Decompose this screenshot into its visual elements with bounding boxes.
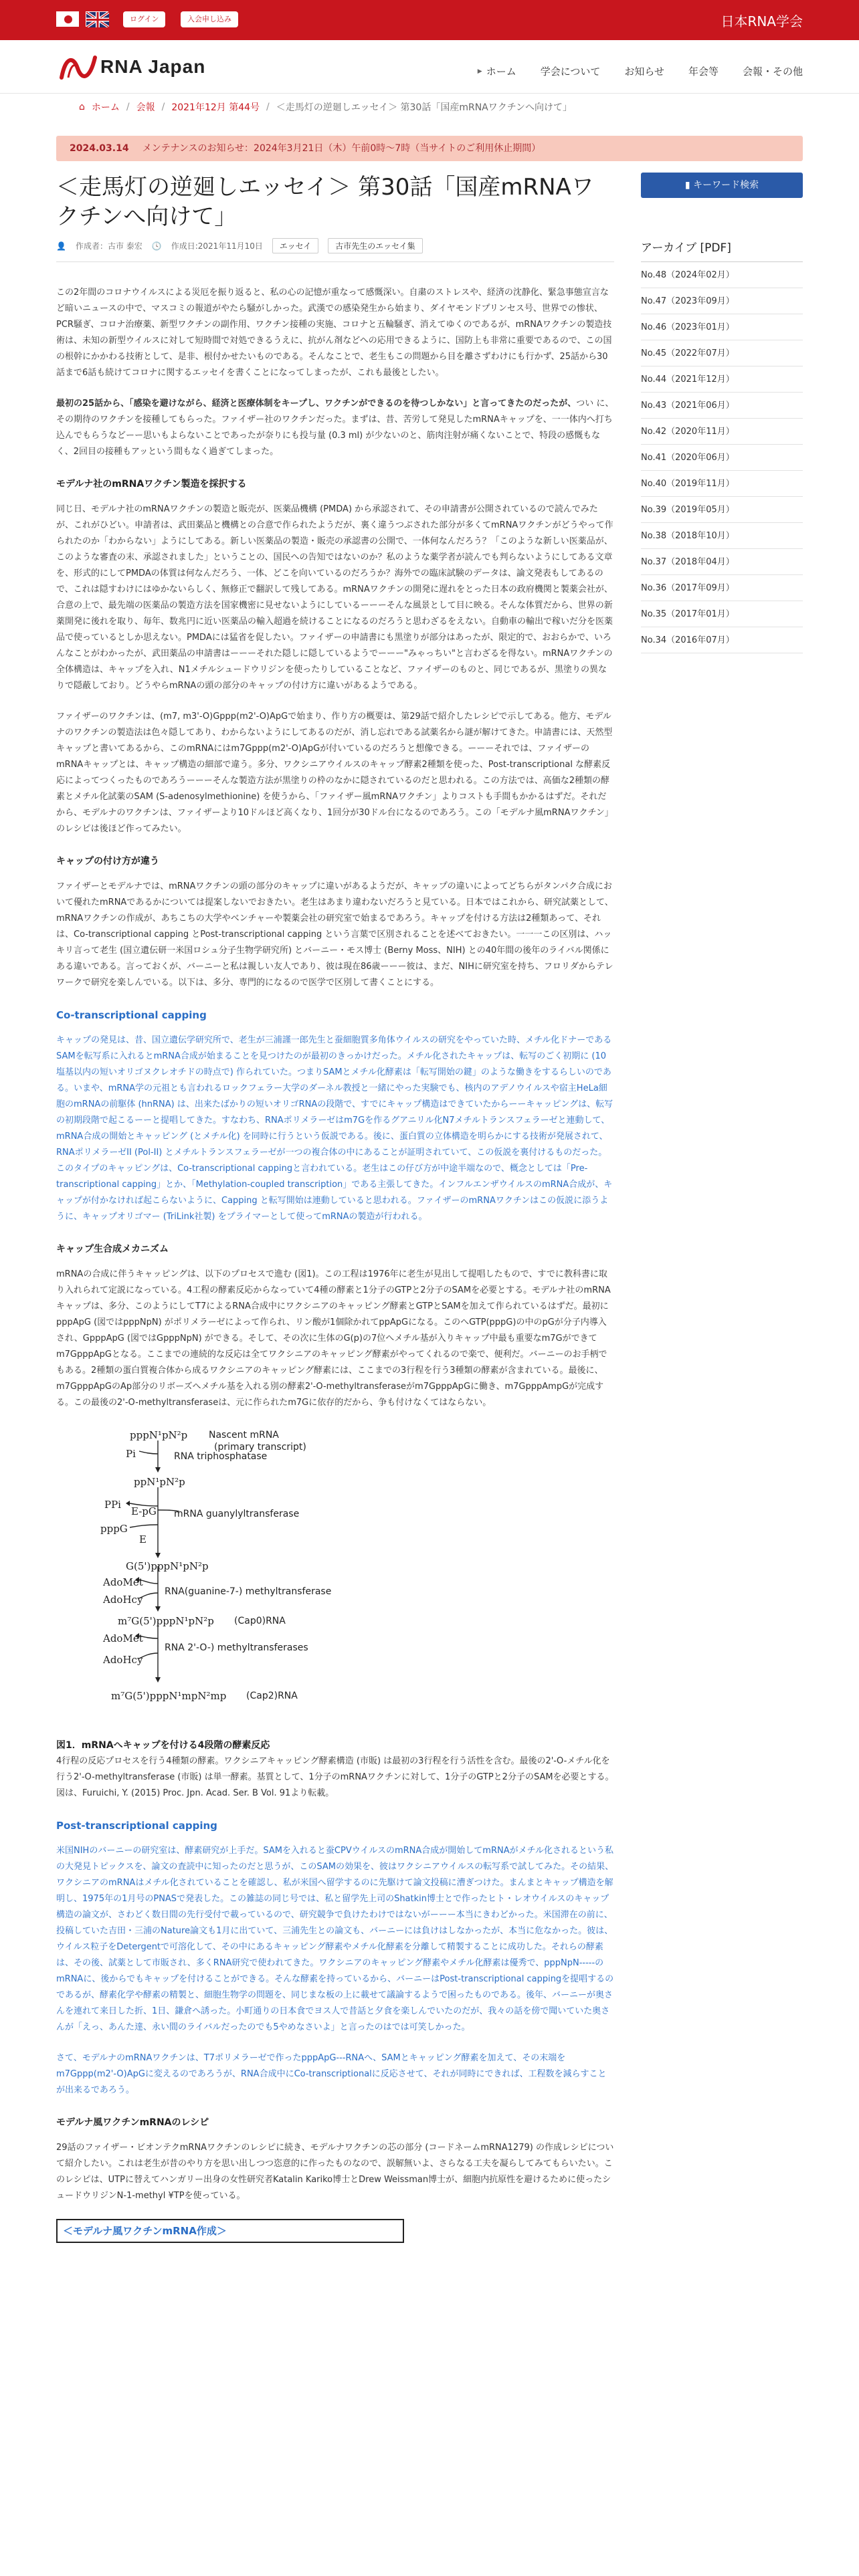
section-heading: モデルナ風ワクチンmRNAのレシピ (56, 2117, 209, 2128)
archive-item[interactable]: No.39（2019年05月） (641, 497, 803, 523)
article-body (56, 285, 614, 2243)
paragraph: 同じ日、モデルナ社のmRNAワクチンの製造と販売が、医薬品機構 (PMDA) から承認されて、その申請書が公開されているので読んでみたが、これがひどい。申請者は、武田薬品と機構との合意で作られたようだが、裏く違うつぶされた部分が多くてmRNAワクチンがどうやって作られたのか「わからない」ようにしてある。新しい医薬品の製造・販売の承認書の公開で、一体何なんだろう？「このような新しい医薬品が、このような審査の末、承認されました」ということの、国民への告知ではないのか？私のような薬学者が読んでも判らないようにしてある文章を、形式的にしてPMDAの体質は何なんだろう、一体、どこを向いているのだろうか？海外での臨床試験のデータは、論文発表もしてあるので、これは隠すわけにはゆかないらしく、無修正で翻訳して残してある。mRNAワクチンの開発に遅れをとった日本の政府機関と製薬会社が、合意の上で、最先端の医薬品の製造方法を国家機密に見せないようにしているーーーそんな風景として目に映る。そんな体質だから、世界の新薬開発に後れを取り、毎年、数兆円に近い医薬品の輸入超過を続けることになるのだろうと思わざるをえない。自動車の輸出で稼いだ分を医薬品で使っているとしか思えない。PMDAには猛省を促したい。ファイザーの申請書にも黒塗りが部分はあったが、限定的で、おおらかで、いろんなことがわかったが、武田薬品の申請書はーーーそれた隠しに隠しているようでーーー"みゃっちい"と言わざるを得ない。mRNAワクチンの全体構造は、キャップを入れ、N1メチルシュードウリジンを使ったりしていることなど、ファイザーのものと、同じであるが、黒塗りの異なりで隠蔽しており。どうやらmRNAの頭の部分のキャップの付け方に違いがあるようである。 (56, 504, 613, 691)
login-button[interactable]: ログイン (123, 11, 165, 27)
article (56, 173, 614, 2243)
maintenance-notice[interactable] (56, 136, 803, 161)
paragraph: 最初の25話から、「感染を避けながら、経済と医療体制をキープし、ワクチンができるのを待つしかない」と言ってきたのだったが、つい に、その期待のワクチンを接種してもらった。ファイザー社のワクチンだった。まずは、昔、苦労して発見したmRNAキャップを、一一体内へ打ち込んでもらうなどーー思いもよらないことであったが奈りにも投与量 (0.3 ml) が少ないのと、筋肉注射が痛くないことで、特段の感慨もなく、2回目の接種もアッという間もなく過ぎてしまった。 (56, 399, 614, 457)
notice-date: 2024.03.14 (70, 143, 129, 154)
paragraph: さて、モデルナのmRNAワクチンは、T7ポリメラーゼで作ったpppApG---RNAへ、SAMとキャッピング酵素を加えて、その末端をm7Gppp(m2'-O)ApGに変えるのであろうが、RNA合成中にCo-transcriptionalに反応させて、それが同時にできれば、工程数を減らすことが出来るであろう。 (56, 2053, 607, 2095)
figure-label: Nascent mRNA (209, 1430, 279, 1440)
figure-label: pppG (100, 1523, 128, 1535)
paragraph: mRNAの合成に伴うキャッピングは、以下のプロセスで進む (図1)。この工程は1976年に老生が見出して提唱したもので、すでに教科書に取り入れられて定説になっている。4工程の酵素反応からなっていて4種の酵素と1分子のGTPと2分子のSAMを必要とする。モデルナ社のmRNAキャップは、多分、このようにしてT7によるRNA合成中にワクシニアのキャッピング酵素とGTPとSAMを加えて作られているはずだ。最初にpppApG (図ではpppNpN) がポリメラーゼによって作られ、リン酸が1個除かれてppApGになる。このへGTP(pppG)の中のpGが分子内導入され、GpppApG (図ではGpppNpN) ができる。そして、その次に生体のG(p)の7位へメチル基が入りキャップ中最も重要なm7Gができてm7GpppApGとなる。ここまでの連続的な反応は全てワクシニアのキャッピング酵素がやってくれるので楽で、便利だ。バーニーのお手柄でもある。2種類の蛋白質複合体から成るワクシニアのキャッピング酵素には、ここまでの3行程を行う3種類の酵素が含まれている。最後に、m7GpppApGのAp部分のリボーズへメチル基を入れる別の酵素2'-O-methyltransferaseがm7GpppApGに働き、m7GpppAmpGが完成する。この最後の2'-O-methyltransferaseは、元に作られたm7Gに依存的だから、争も付けなくてはならない。 (56, 1269, 611, 1408)
nav-item-meetings[interactable]: 年会等 (688, 66, 719, 78)
logo-text: RNA Japan (100, 56, 206, 77)
section-heading: キャップ生合成メカニズム (56, 1244, 169, 1255)
paragraph: 29話のファイザー・ビオンテクmRNAワクチンのレシピに続き、モデルナワクチンの芯の部分 (コードネームmRNA1279) の作成レシピについて紹介したい。これは老生が昔のやり方を思い出しつつ恣意的に作ったものなので、誤解無いよ、さらなる工夫を凝らしてみてもらいたい。このレシピは、UTPに替えてハンガリー出身の女性研究者Katalin Kariko博士とDrew Weissman博士が、細胞内抗原性を避けるために使ったシュードウリジンN-1-methyl ¥TPを使っている。 (56, 2143, 614, 2201)
article-author: 作成者：古市 泰宏 (75, 241, 142, 251)
figure-label: RNA(guanine-7-) methyltransferase (165, 1586, 332, 1597)
tag-essay-collection[interactable]: 古市先生のエッセイ集 (328, 238, 422, 253)
archive-item[interactable]: No.34（2016年07月） (641, 627, 803, 653)
society-name: 日本RNA学会 (721, 13, 803, 29)
figure-note: 4行程の反応プロセスを行う4種類の酵素。ワクシニアキャッピング酵素構造 (市販) は最初の3行程を行う活性を含む。最後の2'-O-メチル化を行う2'-O-methyltransferase (市販) は単一酵素。基質として、1分子のmRNAワクチンに対して、1分子のGTPと2分子のSAMを必要とする。図は、Furuichi, Y. (2015) Proc. Jpn. Acad. Ser. B Vol. 91より転載。 (56, 1756, 614, 1798)
figure-label: PPi (104, 1499, 121, 1511)
archive-item[interactable]: No.44（2021年12月） (641, 366, 803, 393)
breadcrumb-issue[interactable]: 2021年12月 第44号 (171, 102, 260, 113)
article-title: ＜走馬灯の逆廻しエッセイ＞ 第30話「国産mRNAワクチンへ向けて」 (56, 174, 594, 230)
breadcrumb-newsletter[interactable]: 会報 (136, 102, 155, 113)
archive-item[interactable]: No.37（2018年04月） (641, 549, 803, 575)
figure-label: mRNA guanylyltransferase (174, 1509, 300, 1519)
figure-label: (Cap0)RNA (234, 1616, 286, 1626)
cap-synthesis-figure (91, 1426, 439, 1728)
paragraph: ファイザーとモデルナでは、mRNAワクチンの頭の部分のキャップに違いがあるようだが、キャップの違いによってどちらがタンパク合成において優れたmRNAであるかについては提案しないでおきたい。老生はあまり違わないだろうと見ている。日本ではこれから、研究試薬として、mRNAワクチンの作成が、あちこちの大学やベンチャーや製薬会社の研究室で始まるであろう。キャップを付ける方法は2種類あって、それは、Co-transcriptional capping とPost-transcriptional capping という言葉で区別されることを述べておきたい。一一一この区別は、ハッキリ言って老生 (国立遺伝研一米国ロシュ分子生物学研究所) とバーニー・モス博士 (Berny Moss、NIH) との40年間の後年のライバル関係にある違いである。言っておくが、バーニーと私は親しい友人であり、彼は現在86歳ーーー彼は、まだ、NIHに研究室を持ち、フロリダからテレワークで研究を楽しんでいる。以下は、多分、専門的になるので医学で区別して書くことにする。 (56, 881, 613, 988)
site-header (0, 40, 859, 94)
archive-list (641, 262, 803, 653)
archive-item[interactable]: No.45（2022年07月） (641, 340, 803, 366)
archive-item[interactable]: No.36（2017年09月） (641, 575, 803, 601)
paragraph-lead: 最初の25話から、「感染を避けながら、経済と医療体制をキープし、ワクチンができるのを待つしかない」と言ってきたのだったが、 (56, 399, 577, 409)
figure-label: AdoMet (103, 1632, 143, 1644)
user-icon: 👤 (56, 241, 66, 251)
figure-label: (primary transcript) (214, 1442, 306, 1453)
figure-label: ppN¹pN²p (134, 1476, 185, 1488)
recipe-box-title: ＜モデルナ風ワクチンmRNA作成＞ (56, 2219, 404, 2243)
figure-label: m⁷G(5')pppN¹mpN²mp (111, 1690, 227, 1702)
figure-label: RNA 2'-O-) methyltransferases (165, 1642, 308, 1653)
notice-text: メンテナンスのお知らせ：2024年3月21日（木）午前0時〜7時（当サイトのご利用休止期間） (142, 143, 541, 154)
section-heading: Post-transcriptional capping (56, 1820, 217, 1832)
join-button[interactable]: 入会申し込み (181, 11, 238, 27)
figure-caption: 図1．mRNAへキャップを付ける4段階の酵素反応 (56, 1740, 270, 1751)
figure-label: AdoMet (103, 1576, 143, 1588)
tag-icon: ▮ (684, 180, 690, 191)
figure-label: m⁷G(5')pppN¹pN²p (118, 1615, 214, 1627)
sidebar (641, 173, 803, 653)
nav-item-home[interactable]: ▶ ホーム (477, 66, 516, 78)
site-logo[interactable] (59, 49, 205, 84)
figure-label: E-pG (131, 1505, 157, 1517)
archive-item[interactable]: No.42（2020年11月） (641, 419, 803, 445)
figure-arrows (91, 1426, 439, 1728)
home-icon[interactable]: ⌂ (79, 102, 85, 112)
section-heading: キャップの付け方が違う (56, 856, 159, 867)
nav-item-about[interactable]: 学会について (540, 66, 601, 78)
main-nav (478, 64, 803, 78)
archive-item[interactable]: No.41（2020年06月） (641, 445, 803, 471)
tag-essay[interactable]: エッセイ (272, 238, 318, 253)
figure-label: E (139, 1533, 147, 1545)
paragraph: ファイザーのワクチンは、(m7, m3'-O)Gppp(m2'-O)ApGで始まり、作り方の概要は、第29話で紹介したレシピで示してある。他方、モデルナのワクチンの製造法は色々隠してあり、わからないようにしてあるのだが、消し忘れである試薬名から謎が解けてきた。申請書には、天然型キャップと書いてあるから、このmRNAにはm7Gppp(m2'-O)ApGが付いているのだろうと想像できる。ーーーそれでは、ファイザーのmRNAキャップとは、キャップ構造の細部で違う。多分、ワクシニアウイルスのキャップ酵素2種類を使った、Post-transcriptional な酵素反応によってつくったものであろうーーーそんな製造方法が黒塗りの枠のなかに隠されているのだと思われる。この方法では、高価な2種類の酵素とメチル化試薬のSAM (S-adenosylmethionine) を使うから、「ファイザー風mRNAワクチン」よりコストも手間もかかるはずだ。それだから、モデルナのワクチンは、ファイザーより10ドルほど高くなり、1回分が30ドル台になるのであろう。この「モデルナ風mRNAワクチン」のレシピは後ほど作ってみたい。 (56, 712, 613, 834)
section-heading: モデルナ社のmRNAワクチン製造を採択する (56, 479, 247, 490)
breadcrumb-home[interactable]: ホーム (91, 102, 120, 113)
figure-label: pppN¹pN²p (130, 1429, 188, 1441)
keyword-search-button[interactable]: ▮ キーワード検索 (641, 173, 803, 198)
paragraph: キャップの発見は、昔、国立遺伝学研究所で、老生が三浦謹一郎先生と蚕細胞質多角体ウイルスの研究をやっていた時、メチル化ドナーであるSAMを転写系に入れるとmRNA合成が始まることを見つけたのが最初のきっかけだった。メチル化されたキャップは、転写のごく初期に (10塩基以内の短いオリゴヌクレオチドの時点で) 作られていた。つまりSAMとメチル化酵素は「転写開始の鍵」のような働きをするらしいのである。いまや、mRNA学の元祖とも言われるロックフェラー大学のダーネル教授と一緒にやった実験でも、核内のアデノウイルスや宿主HeLa細胞のmRNAの前駆体 (hnRNA) は、出来たばかりの短いオリゴRNAの段階で、すでにキャップ構造はできていたからーーキャッピングは、転写の初期段階で起こるーーと提唱してきた。すなわち、RNAポリメラーゼはm7Gを作るグアニリル化N7メチルトランスフェラーゼと連動して、mRNA合成の開始とキャッピング (とメチル化) を同時に行うという仮説である。後に、蛋白質の立体構造を明らかにする技術が発展されて、RNAポリメラーゼII (Pol-II) とメチルトランスフェラーゼが一つの複合体の中にあることが証明されていて、この仮説を裏付けるものだった。このタイプのキャッピングは、Co-transcriptional cappingと言われている。老生はこの仔び方が中途半端なので、概念としては「Pre-transcriptional capping」とか、「Methylation-coupled transcription」である主張してきた。インフルエンザウイルスのmRNA合成が、キャップが付かなければ起こらないように、Capping と転写開始は連動していると思われる。ファイザーのmRNAワクチンはこの仮説に添うように、キャップオリゴマー (TriLink社製) をプライマーとして使ってmRNAの製造が行われる。 (56, 1035, 613, 1222)
article-meta (56, 238, 614, 262)
figure-label: AdoHcy (103, 1594, 143, 1606)
uk-flag-icon[interactable] (86, 11, 108, 27)
archive-title: アーカイブ [PDF] (641, 238, 803, 262)
top-bar (0, 0, 859, 40)
figure-label: G(5')pppN¹pN²p (126, 1560, 209, 1572)
figure-label: (Cap2)RNA (246, 1691, 298, 1701)
archive-item[interactable]: No.38（2018年10月） (641, 523, 803, 549)
nav-item-newsletter[interactable]: 会報・その他 (742, 66, 803, 78)
rna-logo-icon (59, 52, 98, 82)
archive-item[interactable]: No.40（2019年11月） (641, 471, 803, 497)
nav-item-news[interactable]: お知らせ (624, 66, 664, 78)
archive-item[interactable]: No.35（2017年01月） (641, 601, 803, 627)
figure-label: RNA triphosphatase (174, 1451, 268, 1462)
paragraph: この2年間のコロナウイルスによる災厄を振り返ると、私の心の記憶が重なって感慨深い。自粛のストレスや、経済の沈静化、緊急事態宣言など暗いニュースの中で、マスコミの報道がやたら騒がしかった。武漢での感染発生から始まり、ダイヤモンドプリンセス号、世界での惨状、PCR騒ぎ、コロナ治療薬、新型ワクチンの副作用、ワクチン接種の実施、コロナと五輪騒ぎ、消えてゆくのであるが、mRNAワクチンの製造技術は、未知の新型ウイルスに対して短時間で対処できるうえに、抗がん剤などへの応用できるように、国防上も非常に重要であるので、この国の根幹にかかわる技術として、是非、根付かせたいものである。そんなことで、老生もこの問題から目を離さずわけにも行かず、25話から30話まで6話も続けてコロナに関するエッセイを書くことになってしまったが、これも最後としたい。 (56, 288, 612, 378)
paragraph: 米国NIHのバーニーの研究室は、酵素研究が上手だ。SAMを入れると蚕CPVウイルスのmRNA合成が開始してmRNAがメチル化されるという私の大発見トピックスを、論文の査読中に知ったのだと思うが、このSAMの効果を、彼はワクシニアウイルスの転写系で試してみた。その結果、ワクシニアのmRNAはメチル化されていることを確認し、私が米国へ留学するのに先駆けて論文投稿に漕ぎつけた。まんまとキャップ構造を解明し、1975年の1月号のPNASで発表した。この雑誌の同じ号では、私と留学先上司のShatkin博士とで作ったヒト・レオウイルスのキャップ構造の論文が、さわどく数日間の先行受付で載っているので、研究競争で負けたわけではないがーーー本当にきわどかった。米国滞在の前に、投稿していた吉田・三浦のNature論文も1月に出ていて、三浦先生との論文も、バーニーには負けはしなかったが、本当に危なかった。彼は、ウイルス粒子をDetergentで可溶化して、その中にあるキャッピング酵素やメチル化酵素を分離して精製することに成功した。それらの酵素は、その後、試薬として市販され、多くRNA研究で使われてきた。ワクシニアのキャッピング酵素やメチル化酵素は優秀で、pppNpN-----のmRNAに、後からでもキャップを付けることができる。そんな酵素を持っているから、バーニーはPost-transcriptional cappingを提唱するのであるが、酵素化学や酵素の精製と、細胞生物学の問題を、同じまな板の上に載せて議論するようで困ったものである。後年、バーニーが奥さんを連れて来日した折、1日、鎌倉へ誘った。小町通りの日本食でヨス人で昔話と夕食を楽しんでいたのだが、我々の話を傍で聞いていた奥さんが「えっ、あんた達、永い間のライバルだったのでも5やめなさいよ」と言ったのはでは可笑しかった。 (56, 1846, 614, 2032)
breadcrumb: ⌂ ホーム / 会報 / 2021年12月 第44号 / ＜走馬灯の逆廻しエッセイ＞ 第30話「国産mRNAワクチンへ向けて」 (79, 102, 573, 113)
archive-item[interactable]: No.48（2024年02月） (641, 262, 803, 288)
figure-label: Pi (126, 1448, 136, 1460)
japanese-flag-icon[interactable] (56, 11, 79, 27)
article-date: 作成日:2021年11月10日 (171, 241, 263, 251)
archive-item[interactable]: No.43（2021年06月） (641, 393, 803, 419)
archive-item[interactable]: No.47（2023年09月） (641, 288, 803, 314)
figure-label: AdoHcy (103, 1654, 143, 1666)
clock-icon: 🕓 (151, 241, 162, 251)
section-heading: Co-transcriptional capping (56, 1009, 207, 1021)
archive-item[interactable]: No.46（2023年01月） (641, 314, 803, 340)
breadcrumb-current: ＜走馬灯の逆廻しエッセイ＞ 第30話「国産mRNAワクチンへ向けて」 (276, 102, 573, 113)
